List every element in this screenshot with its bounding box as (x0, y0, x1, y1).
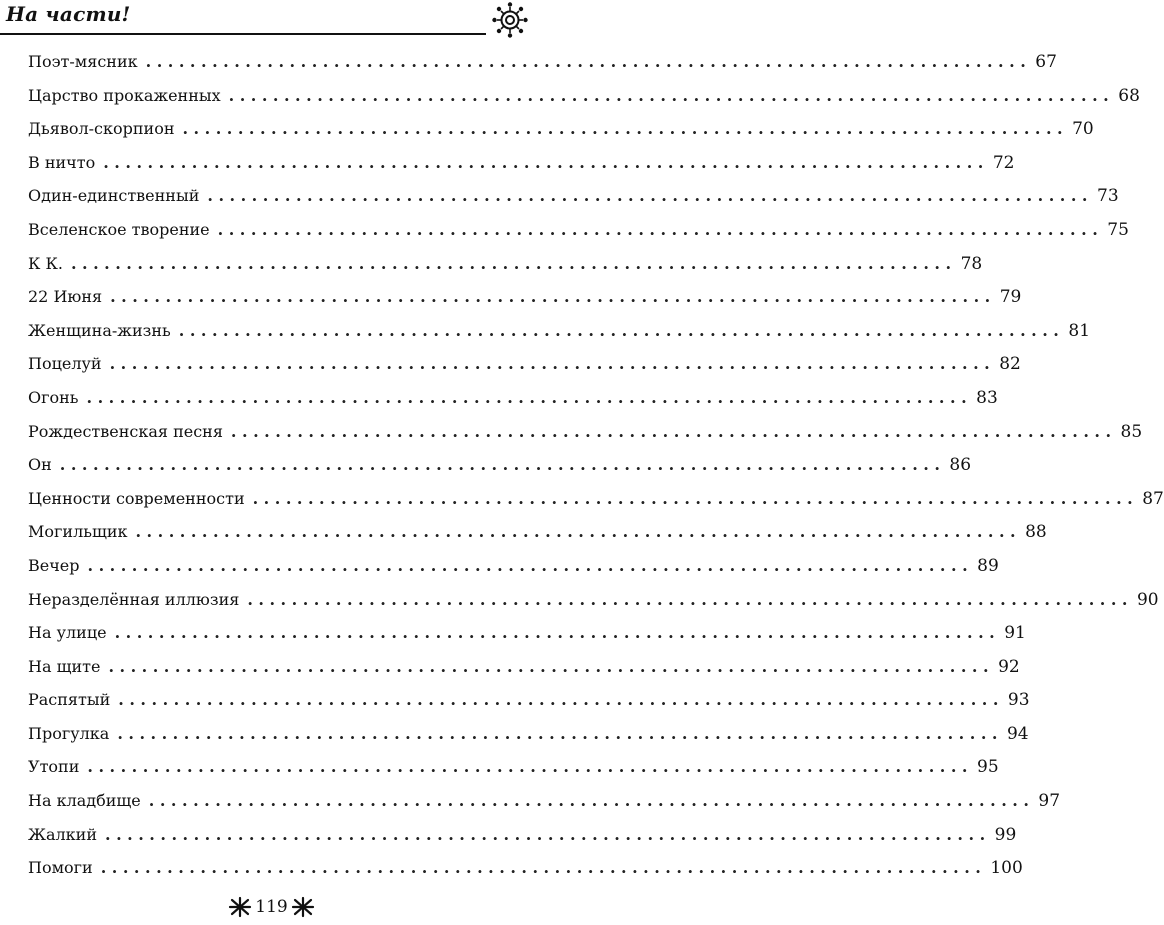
toc-entry-title: Вселенское творение (28, 220, 218, 239)
toc-entry-page: 79 (999, 287, 1022, 308)
toc-entry (28, 723, 1029, 758)
toc-entry-page: 68 (1118, 85, 1140, 106)
toc-entry-title: Утопи (28, 757, 87, 776)
toc-entry (28, 219, 1129, 254)
toc-entry-title: К К. (28, 254, 71, 273)
toc-entry-page: 86 (949, 455, 972, 476)
toc-entry-title: Могильщик (28, 522, 135, 541)
toc-entry-page: 93 (1007, 690, 1030, 711)
dot-leader: ................................................................................ (70, 253, 957, 273)
dot-leader: ................................................................................ (228, 85, 1115, 105)
asterisk-star-icon (227, 896, 253, 918)
dot-leader: ................................................................................ (252, 488, 1139, 508)
dot-leader: ................................................................................ (105, 824, 991, 844)
dot-leader: ................................................................................ (145, 52, 1032, 71)
toc-entry (28, 589, 1159, 624)
toc-entry-page: 89 (977, 555, 999, 576)
toc-entry (28, 791, 1061, 825)
dot-leader: ................................................................................ (117, 723, 1003, 743)
toc-entry (28, 824, 1017, 859)
toc-entry (28, 455, 972, 489)
dot-leader: ................................................................................ (207, 186, 1093, 206)
dot-leader: ................................................................................ (114, 623, 1001, 643)
toc-entry (28, 656, 1020, 691)
toc-entry-page: 67 (1035, 52, 1057, 72)
toc-entry-page: 87 (1142, 488, 1164, 509)
sun-ornament-icon (486, 0, 534, 42)
dot-leader: ................................................................................ (230, 421, 1117, 441)
toc-entry (28, 186, 1119, 220)
toc-entry-title: На щите (28, 657, 108, 676)
dot-leader: ................................................................................ (109, 354, 996, 374)
toc-entry-title: Поцелуй (28, 354, 110, 373)
toc-entry (28, 52, 1057, 86)
dot-leader: ................................................................................ (110, 287, 996, 307)
toc-entry-page: 70 (1072, 119, 1094, 140)
toc-entry-page: 83 (976, 387, 998, 408)
toc-entry-page: 99 (994, 824, 1017, 845)
page-number: 119 (255, 897, 288, 917)
toc-entry (28, 858, 1023, 892)
dot-leader: ................................................................................ (87, 757, 973, 777)
toc-entry-page: 90 (1136, 589, 1159, 610)
toc-entry-page: 73 (1097, 186, 1119, 207)
toc-entry (28, 152, 1015, 187)
toc-entry-title: Один-единственный (28, 186, 207, 205)
toc-entry (28, 522, 1047, 556)
dot-leader: ................................................................................ (108, 656, 995, 676)
toc-entry-page: 85 (1120, 421, 1143, 442)
toc-entry-page: 78 (960, 253, 983, 274)
toc-entry-title: Жалкий (28, 825, 105, 844)
dot-leader: ................................................................................ (59, 455, 946, 475)
toc-entry-page: 72 (992, 152, 1015, 173)
dot-leader: ................................................................................ (182, 119, 1069, 139)
toc-entry-title: Прогулка (28, 724, 117, 743)
toc-entry-title: Неразделённая иллюзия (28, 590, 247, 609)
dot-leader: ................................................................................ (86, 387, 973, 407)
toc-entry-title: Вечер (28, 556, 88, 575)
toc-entry-title: На улице (28, 623, 115, 642)
toc-entry (28, 623, 1026, 657)
toc-entry-title: Рождественская песня (28, 422, 231, 441)
toc-entry-title: На кладбище (28, 791, 149, 810)
dot-leader: ................................................................................ (217, 219, 1104, 239)
header-rule (0, 33, 486, 35)
toc-entry (28, 690, 1030, 724)
page-footer (0, 896, 543, 922)
toc-entry-title: 22 Июня (28, 287, 110, 306)
toc-entry (28, 757, 999, 791)
dot-leader: ................................................................................ (135, 522, 1022, 542)
toc-entry-title: Женщина-жизнь (28, 321, 179, 340)
toc-entry-page: 97 (1038, 791, 1061, 812)
dot-leader: ................................................................................ (178, 320, 1065, 340)
toc-entry-title: Дьявол-скорпион (28, 119, 182, 138)
toc-entry-page: 92 (998, 656, 1020, 677)
page-header (0, 0, 543, 40)
dot-leader: ................................................................................ (103, 152, 989, 172)
toc-entry-title: Помоги (28, 858, 101, 877)
running-head-title: На части! (6, 2, 131, 26)
toc-entry (28, 387, 998, 422)
toc-entry-page: 75 (1107, 219, 1129, 240)
toc-entry-page: 81 (1068, 320, 1091, 341)
asterisk-star-icon (290, 896, 316, 918)
dot-leader: ................................................................................ (118, 690, 1004, 710)
toc-entry-page: 100 (990, 858, 1023, 879)
toc-entry-title: Царство прокаженных (28, 86, 229, 105)
toc-entry-title: Ценности современности (28, 489, 253, 508)
table-of-contents (28, 52, 1164, 892)
dot-leader: ................................................................................ (87, 555, 974, 575)
toc-entry (28, 421, 1143, 456)
toc-entry-page: 82 (999, 354, 1021, 375)
toc-entry-title: Распятый (28, 690, 118, 709)
toc-entry (28, 488, 1164, 523)
toc-entry-page: 88 (1025, 522, 1047, 543)
toc-entry (28, 119, 1094, 153)
toc-entry (28, 555, 999, 590)
toc-entry (28, 320, 1091, 355)
dot-leader: ................................................................................ (247, 589, 1133, 609)
dot-leader: ................................................................................ (100, 858, 987, 878)
toc-entry-title: Он (28, 455, 60, 474)
dot-leader: ................................................................................ (148, 791, 1035, 811)
toc-entry-page: 91 (1004, 623, 1026, 644)
toc-entry-title: В ничто (28, 153, 103, 172)
toc-entry (28, 354, 1021, 388)
toc-entry (28, 85, 1140, 120)
toc-entry (28, 253, 983, 288)
toc-entry-title: Поэт-мясник (28, 52, 146, 71)
toc-entry-page: 94 (1006, 723, 1029, 744)
toc-entry-page: 95 (977, 757, 999, 778)
toc-entry-title: Огонь (28, 388, 87, 407)
toc-entry (28, 287, 1022, 321)
